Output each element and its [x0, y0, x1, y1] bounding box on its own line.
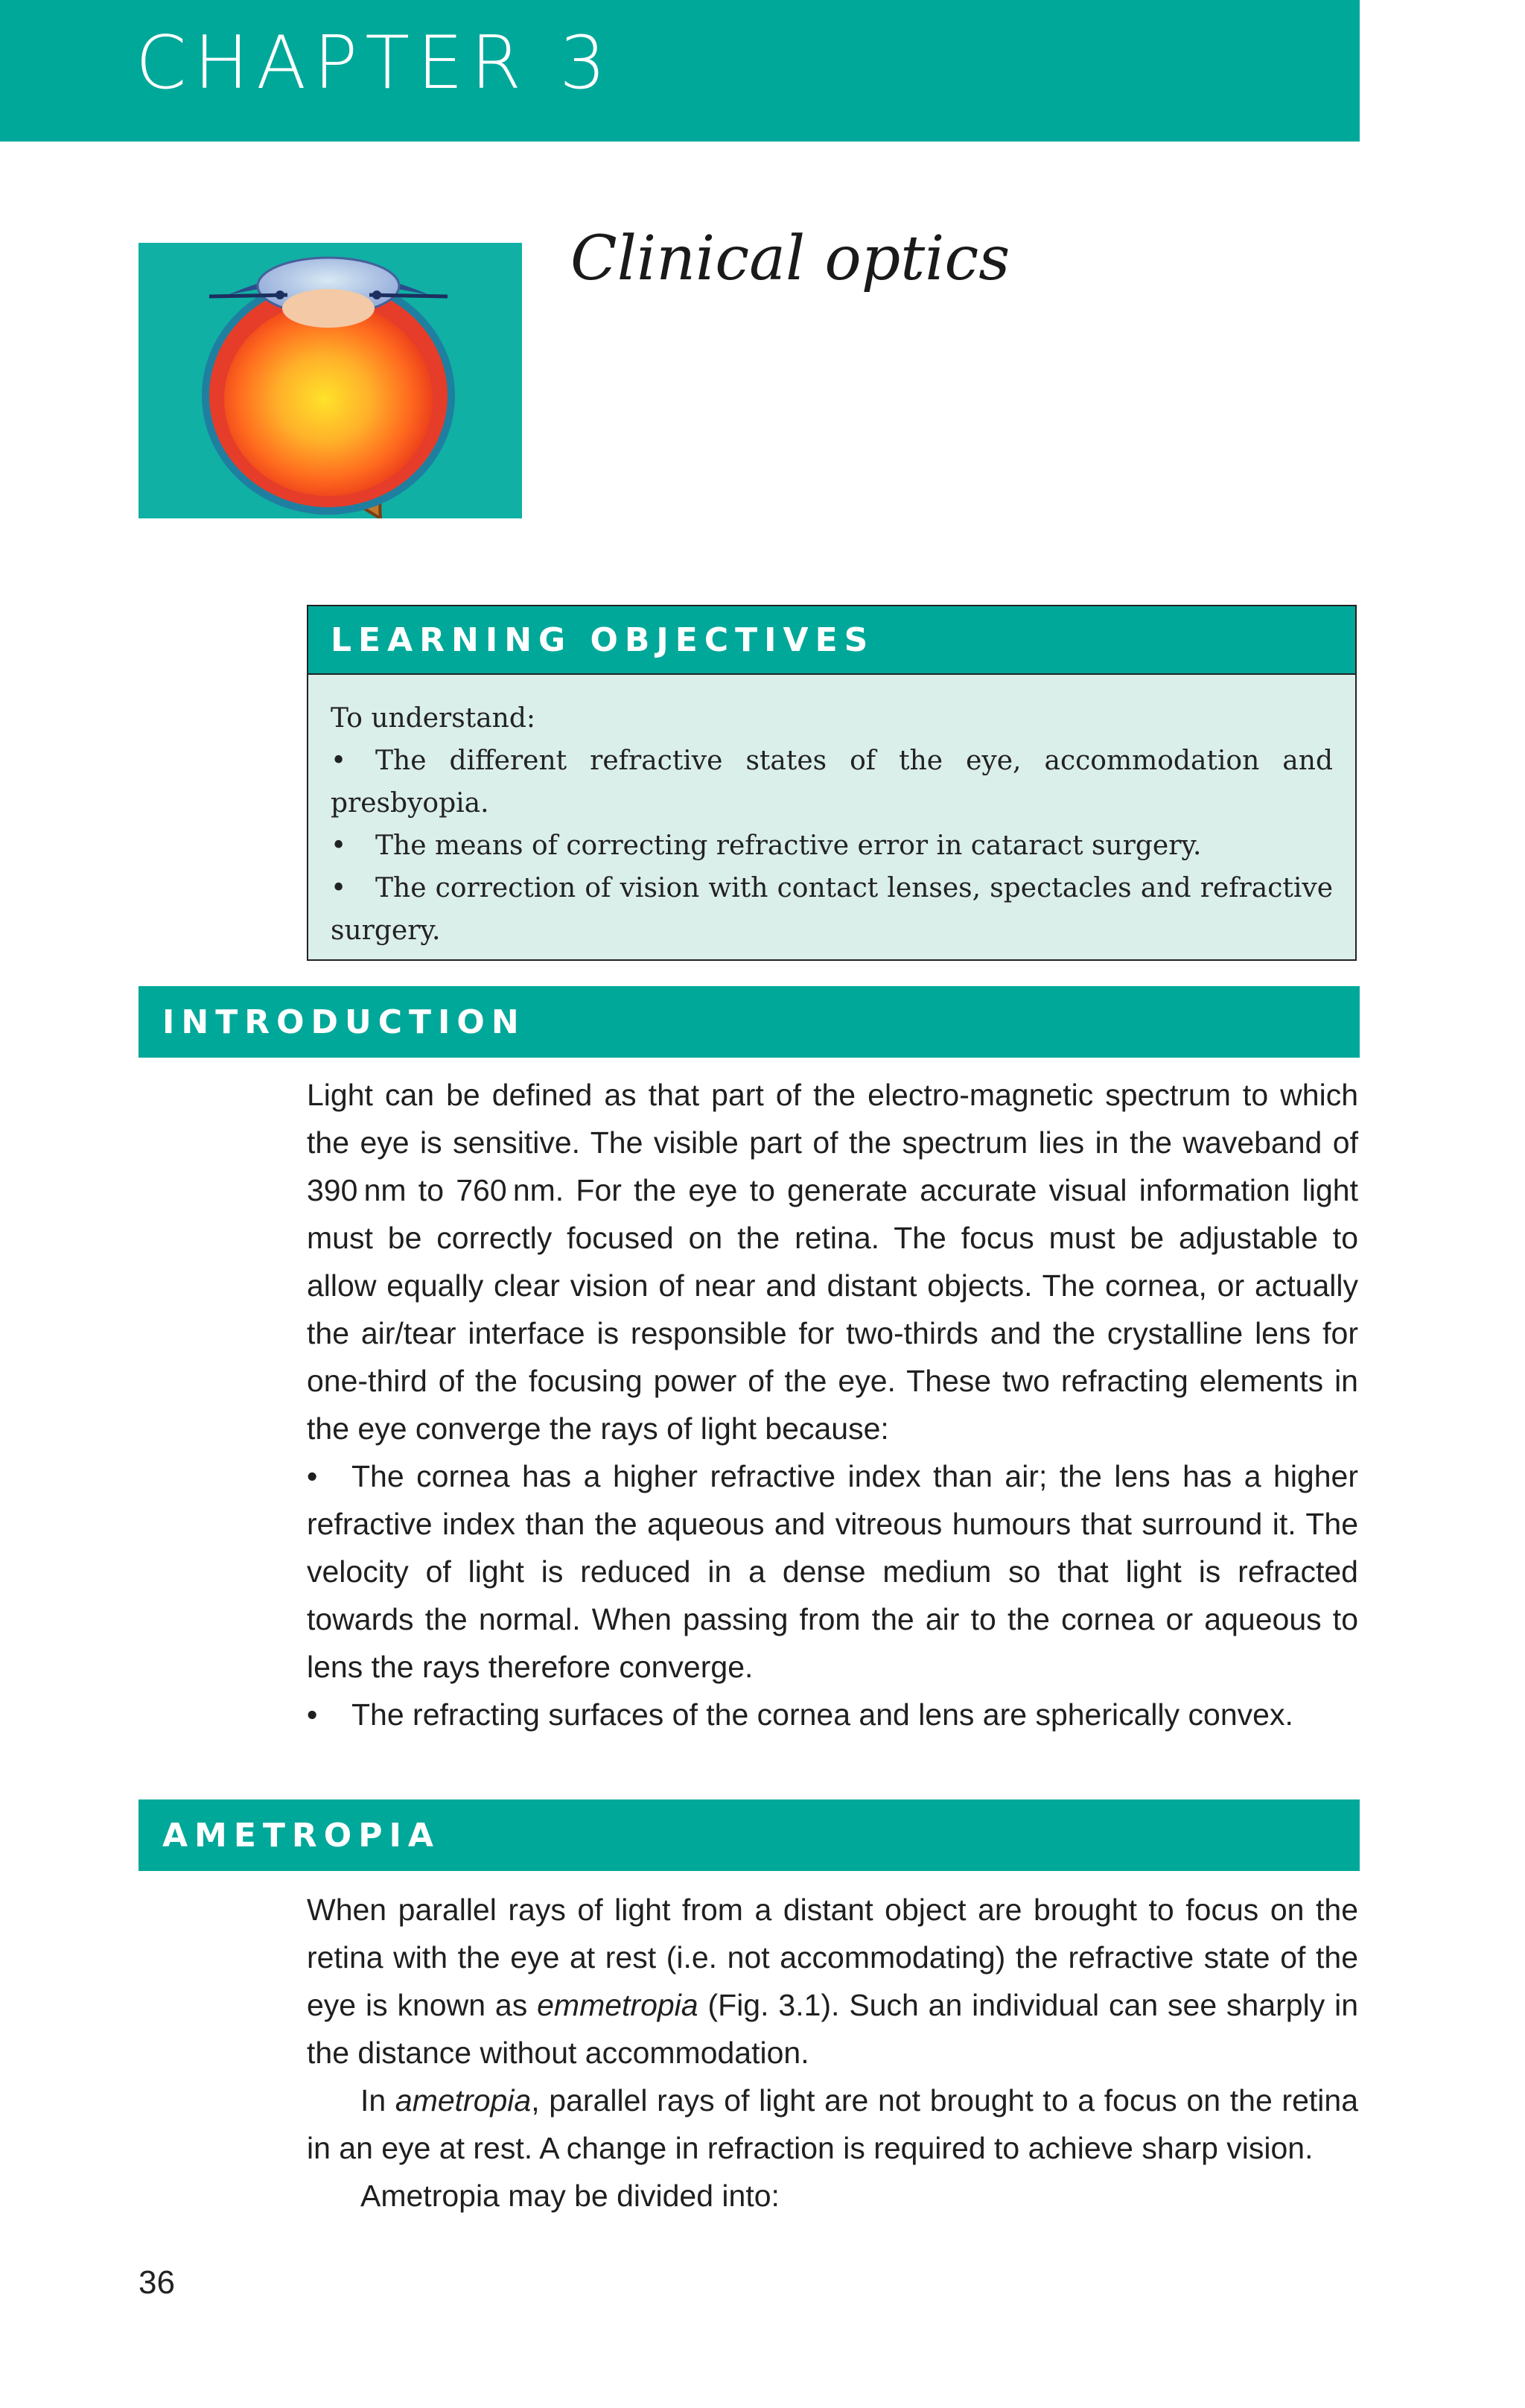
ametropia-body: [307, 1886, 1358, 2220]
ametropia-paragraph-1: [307, 1886, 1358, 2077]
learning-objectives-body: [308, 675, 1355, 952]
chapter-label: CHAPTER 3: [136, 21, 614, 106]
objective-item: [331, 740, 1333, 825]
page-number: 36: [139, 2264, 175, 2301]
introduction-heading-bar: [139, 986, 1360, 1058]
learning-objectives-box: [307, 605, 1357, 961]
chapter-title: Clinical optics: [570, 223, 1010, 294]
ametropia-p2-text-end: , parallel rays of light are not brought to a focus on the retina in an eye at rest. A change in refraction is required to achieve sharp vision.: [307, 2083, 1358, 2165]
eye-cross-section-image: [139, 243, 522, 518]
introduction-bullet: [307, 1691, 1358, 1738]
learning-objectives-header: [308, 606, 1355, 675]
ametropia-paragraph-3: Ametropia may be divided into:: [360, 2179, 780, 2213]
introduction-heading: INTRODUCTION: [162, 1003, 526, 1041]
ametropia-paragraph-2: [307, 2077, 1358, 2172]
bullet-icon: •: [331, 873, 347, 903]
bullet-icon: •: [307, 1459, 318, 1493]
ametropia-heading-bar: [139, 1799, 1360, 1871]
ametropia-p2-text: In: [360, 2083, 395, 2118]
bullet-icon: •: [307, 1697, 318, 1732]
emmetropia-term: emmetropia: [537, 1988, 698, 2022]
introduction-body: [307, 1071, 1358, 1738]
objective-item-text: The different refractive states of the eye, accommodation and presbyopia.: [331, 746, 1333, 819]
ametropia-heading: AMETROPIA: [162, 1816, 440, 1855]
learning-objectives-heading: LEARNING OBJECTIVES: [331, 620, 875, 659]
introduction-paragraph: Light can be defined as that part of the electro-magnetic spectrum to which the eye is sensitive. The visible part of the spectrum lies in the waveband of 390 nm to 760 nm. For the eye to generate accurate visual information light must be correctly focused on the retina. The focus must be adjustable to allow equally clear vision of near and distant objects. The cornea, or actually the air/tear interface is responsible for two-thirds and the crystalline lens for one-third of the focusing power of the eye. These two refracting elements in the eye converge the rays of light because:: [307, 1078, 1358, 1446]
objective-item-text: The means of correcting refractive error in cataract surgery.: [375, 830, 1202, 861]
introduction-bullet-text: The refracting surfaces of the cornea and lens are spherically convex.: [351, 1697, 1293, 1732]
bullet-icon: •: [331, 830, 347, 861]
objectives-intro: To understand:: [331, 703, 536, 734]
objective-item: [331, 867, 1333, 952]
bullet-icon: •: [331, 746, 347, 776]
objective-item-text: The correction of vision with contact lenses, spectacles and refractive surgery.: [331, 873, 1333, 946]
objective-item: [331, 825, 1333, 867]
ametropia-p1-text: When parallel rays of light from a distant object are brought to focus on the retina with the eye at rest (i.e. not accommodating) the refractive state of the eye is known as: [307, 1893, 1358, 2022]
ametropia-p1-text-end: (Fig. 3.1). Such an individual can see sharply in the distance without accommodation.: [307, 1988, 1358, 2070]
chapter-header-bar: [0, 0, 1360, 142]
ametropia-term: ametropia: [395, 2083, 532, 2118]
introduction-bullet: [307, 1452, 1358, 1691]
introduction-bullet-text: The cornea has a higher refractive index than air; the lens has a higher refractive index than the aqueous and vitreous humours that surround it. The velocity of light is reduced in a dense medium so that light is refracted towards the normal. When passing from the air to the cornea or aqueous to lens the rays therefore converge.: [307, 1459, 1358, 1684]
